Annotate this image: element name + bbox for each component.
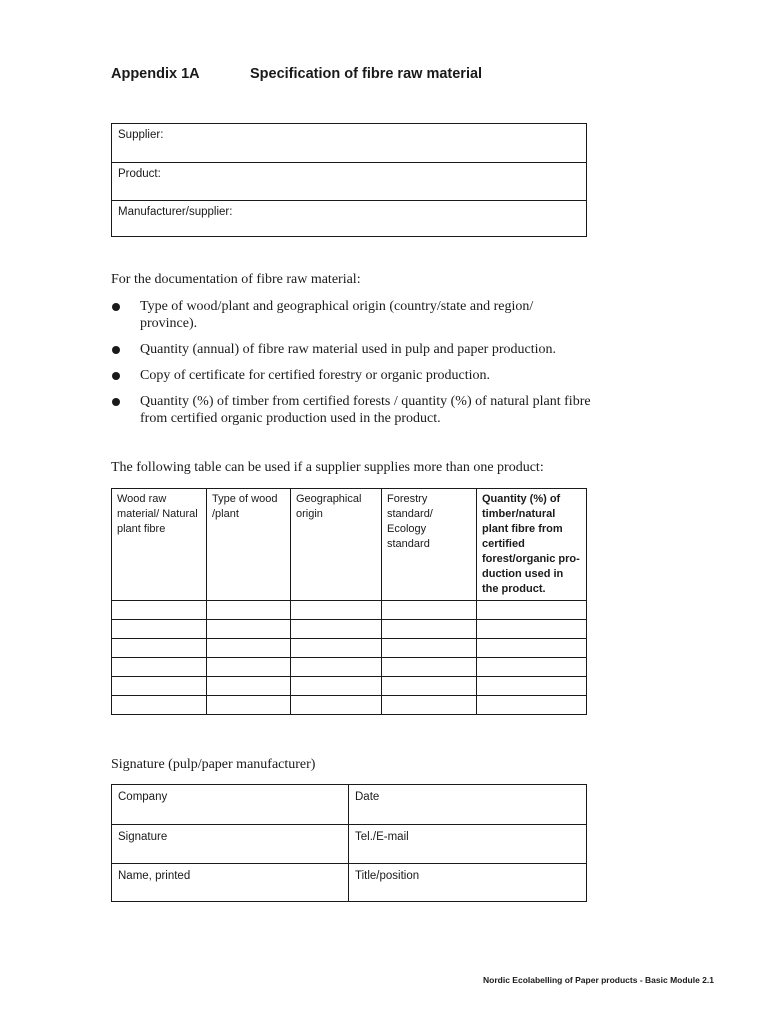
page-footer: Nordic Ecolabelling of Paper products - Basic Module 2.1 [483, 975, 714, 985]
bullet-icon [112, 346, 120, 354]
table-cell[interactable] [477, 677, 587, 696]
supplier-label: Supplier: [118, 129, 164, 141]
table-cell[interactable] [207, 601, 291, 620]
table-intro: The following table can be used if a supplier supplies more than one product: [111, 460, 544, 475]
contact-label: Tel./E-mail [355, 831, 409, 843]
company-field[interactable] [112, 785, 349, 824]
manufacturer-field[interactable] [112, 200, 586, 238]
table-row [112, 601, 587, 620]
table-cell[interactable] [382, 696, 477, 715]
table-row [112, 696, 587, 715]
table-cell[interactable] [207, 696, 291, 715]
table-row [112, 620, 587, 639]
list-item [111, 341, 591, 358]
table-cell[interactable] [291, 601, 382, 620]
signature-row [112, 824, 586, 863]
list-item-text: Type of wood/plant and geographical origin (country/state and region/ province). [140, 299, 534, 331]
name-field[interactable] [112, 864, 349, 902]
documentation-list [111, 298, 591, 436]
column-header-raw-material: Wood raw material/ Natural plant fibre [112, 489, 207, 601]
title-field[interactable] [349, 864, 586, 902]
signature-label: Signature [118, 831, 168, 843]
table-cell[interactable] [207, 658, 291, 677]
table-header-row [112, 489, 587, 601]
table-cell[interactable] [112, 639, 207, 658]
bullet-icon [112, 303, 120, 311]
date-field[interactable] [349, 785, 586, 824]
table-cell[interactable] [112, 620, 207, 639]
signature-row [112, 863, 586, 902]
column-header-origin: Geographical origin [291, 489, 382, 601]
table-cell[interactable] [477, 620, 587, 639]
table-cell[interactable] [477, 639, 587, 658]
table-cell[interactable] [382, 677, 477, 696]
table-cell[interactable] [382, 639, 477, 658]
table-cell[interactable] [207, 620, 291, 639]
table-cell[interactable] [477, 696, 587, 715]
table-cell[interactable] [291, 658, 382, 677]
table-cell[interactable] [477, 601, 587, 620]
table-cell[interactable] [382, 601, 477, 620]
table-cell[interactable] [112, 658, 207, 677]
signature-field[interactable] [112, 825, 349, 863]
table-cell[interactable] [291, 620, 382, 639]
table-row [112, 658, 587, 677]
table-cell[interactable] [291, 696, 382, 715]
manufacturer-label: Manufacturer/supplier: [118, 206, 233, 218]
table-cell[interactable] [291, 639, 382, 658]
table-cell[interactable] [291, 677, 382, 696]
table-cell[interactable] [112, 677, 207, 696]
table-row [112, 677, 587, 696]
signature-row [112, 785, 586, 824]
list-item-text: Quantity (%) of timber from certified forests / quantity (%) of natural plant fibre from certified organic production used in the product. [140, 394, 591, 426]
list-item [111, 393, 591, 427]
list-item-text: Quantity (annual) of fibre raw material used in pulp and paper production. [140, 342, 556, 357]
list-item-text: Copy of certificate for certified forestry or organic production. [140, 368, 490, 383]
title-position-label: Title/position [355, 870, 420, 882]
supplier-field[interactable] [112, 124, 586, 162]
table-cell[interactable] [207, 677, 291, 696]
column-header-type: Type of wood /plant [207, 489, 291, 601]
signature-form [111, 784, 587, 902]
date-label: Date [355, 791, 380, 803]
table-cell[interactable] [382, 620, 477, 639]
supplier-form [111, 123, 587, 237]
table-cell[interactable] [207, 639, 291, 658]
column-header-standard: Forestry standard/ Ecology standard [382, 489, 477, 601]
column-header-quantity: Quantity (%) of timber/natural plant fibre from certified forest/organic pro-duction used in the product. [477, 489, 587, 601]
name-label: Name, printed [118, 870, 191, 882]
list-item [111, 367, 591, 384]
fibre-table [111, 488, 587, 715]
contact-field[interactable] [349, 825, 586, 863]
product-label: Product: [118, 168, 161, 180]
table-cell[interactable] [382, 658, 477, 677]
appendix-label: Appendix 1A [111, 66, 200, 82]
table-cell[interactable] [112, 601, 207, 620]
table-row [112, 639, 587, 658]
signature-intro: Signature (pulp/paper manufacturer) [111, 757, 316, 772]
product-field[interactable] [112, 162, 586, 200]
bullet-icon [112, 398, 120, 406]
documentation-intro: For the documentation of fibre raw material: [111, 272, 361, 287]
company-label: Company [118, 791, 168, 803]
table-cell[interactable] [112, 696, 207, 715]
list-item [111, 298, 591, 332]
page-title: Specification of fibre raw material [250, 66, 483, 82]
table-cell[interactable] [477, 658, 587, 677]
bullet-icon [112, 372, 120, 380]
